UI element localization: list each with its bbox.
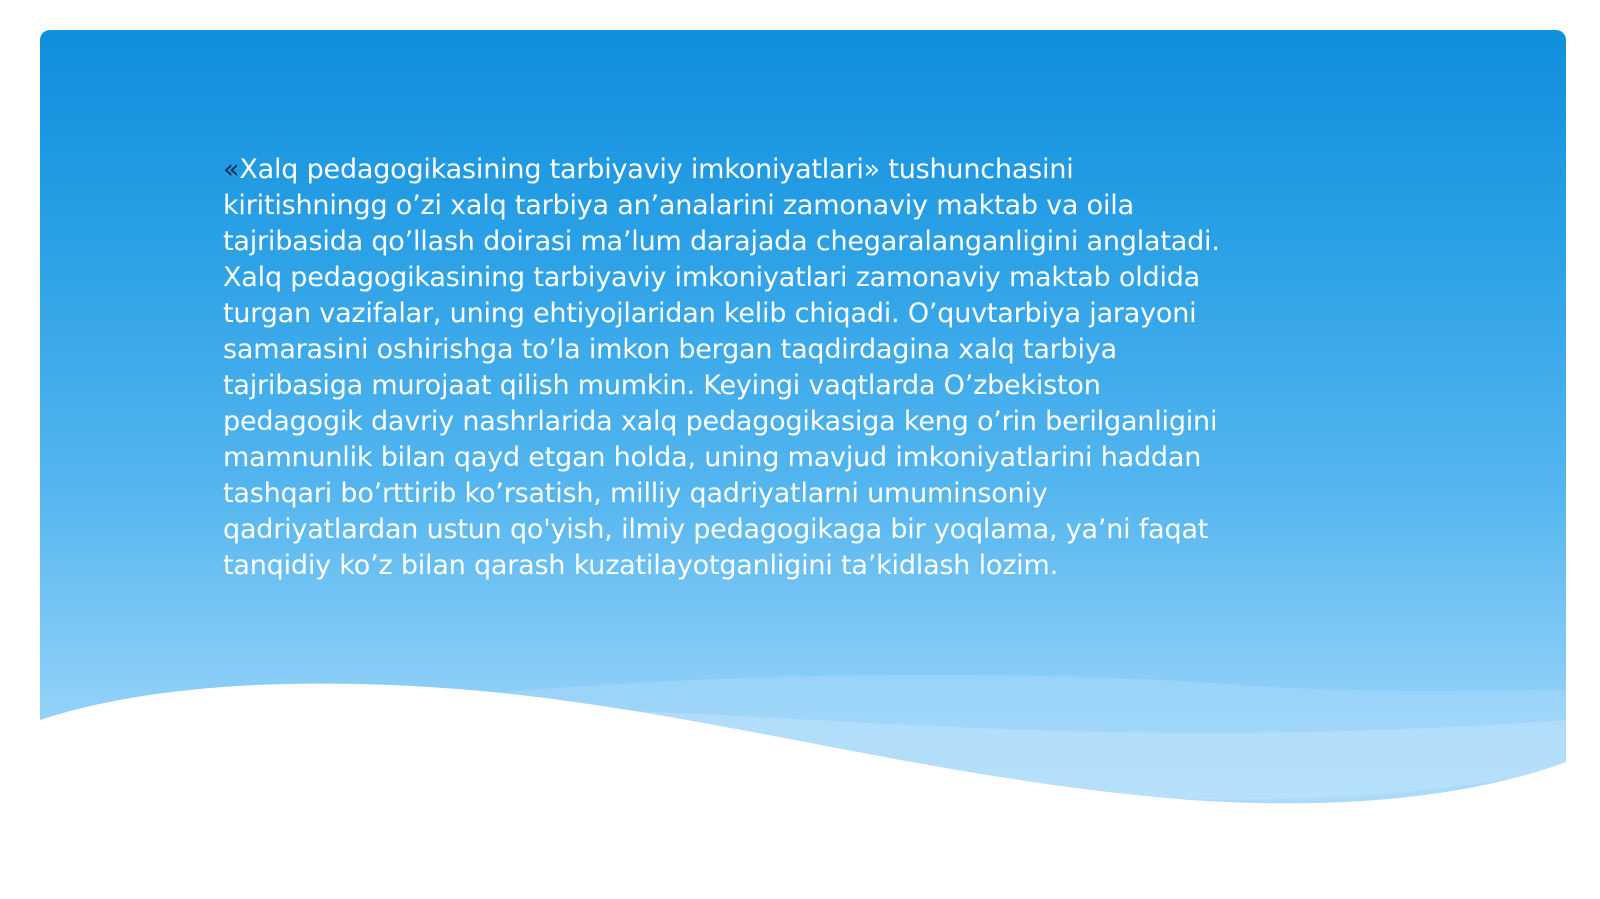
slide-body-text — [223, 152, 1233, 584]
slide-background — [40, 30, 1566, 870]
paragraph-text: Xalq pedagogikasining tarbiyaviy imkoniyatlari» tushunchasini kiritishningg o’zi xalq tarbiya an’analarini zamonaviy maktab va oila tajribasida qo’llash doirasi ma’lum darajada chegaralanganligini anglatadi. Xalq pedagogikasining tarbiyaviy imkoniyatlari zamonaviy maktab oldida turgan vazifalar, uning ehtiyojlaridan kelib chiqadi. O’quvtarbiya jarayoni samarasini oshirishga to’la imkon bergan taqdirdagina xalq tarbiya tajribasiga murojaat qilish mumkin. Keyingi vaqtlarda O’zbekiston pedagogik davriy nashrlarida xalq pedagogikasiga keng o’rin berilganligini mamnunlik bilan qayd etgan holda, uning mavjud imkoniyatlarini haddan tashqari bo’rttirib ko’rsatish, milliy qadriyatlarni umuminsoniy qadriyatlardan ustun qo'yish, ilmiy pedagogikaga bir yoqlama, ya’ni faqat tanqidiy ko’z bilan qarash kuzatilayotganligini ta’kidlash lozim. — [223, 154, 1220, 581]
opening-quote-mark: « — [223, 154, 240, 185]
